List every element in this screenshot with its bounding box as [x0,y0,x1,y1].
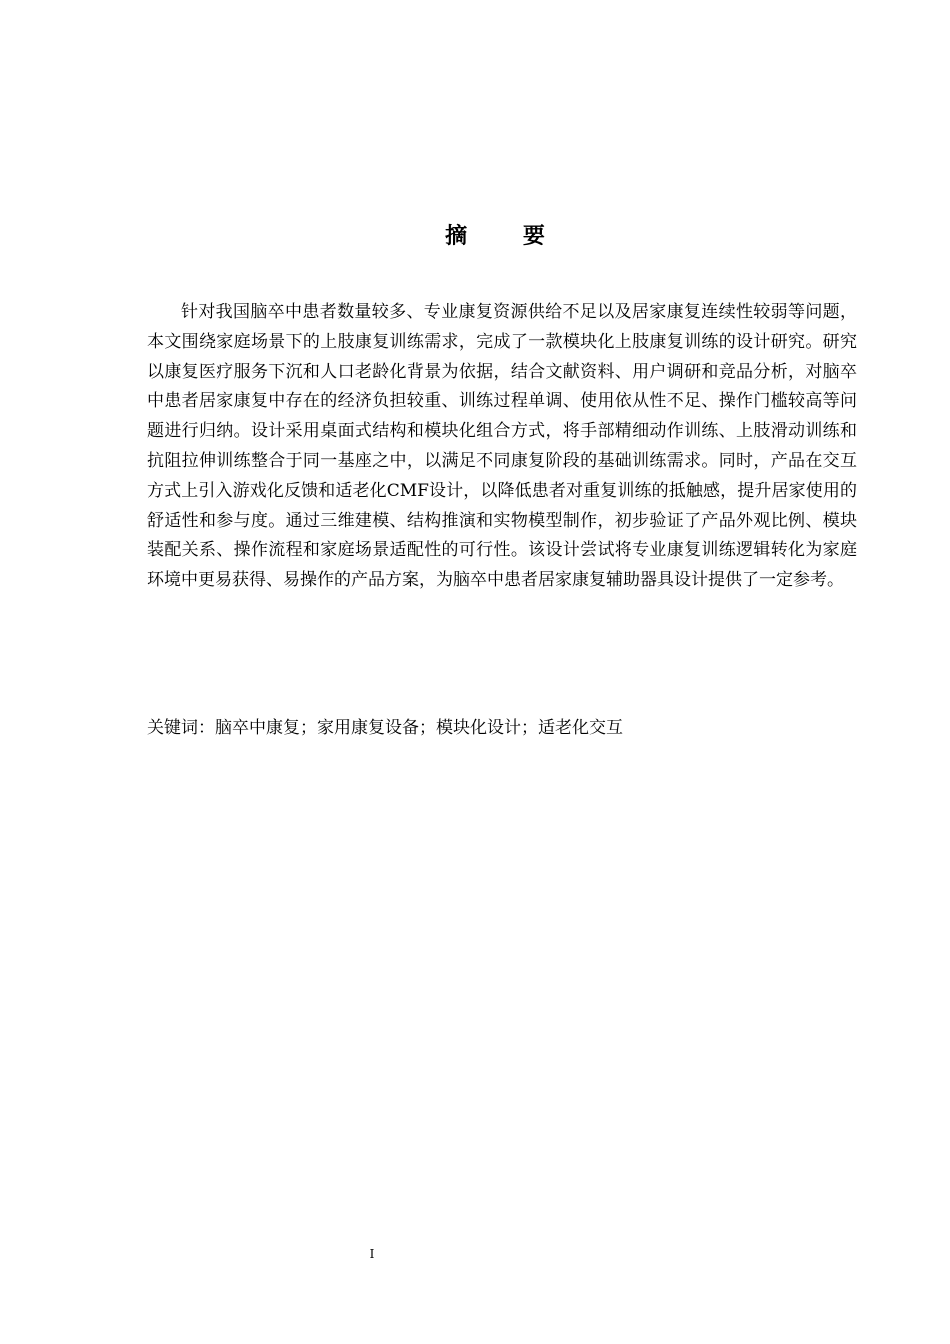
page-number: I [369,1247,375,1261]
keywords-line: 关键词：脑卒中康复；家用康复设备；模块化设计；适老化交互 [147,718,623,738]
abstract-body: 针对我国脑卒中患者数量较多、专业康复资源供给不足以及居家康复连续性较弱等问题，本文围绕家庭场景下的上肢康复训练需求，完成了一款模块化上肢康复训练的设计研究。研究以康复医疗服务下沉和人口老龄化背景为依据，结合文献资料、用户调研和竞品分析，对脑卒中患者居家康复中存在的经济负担较重、训练过程单调、使用依从性不足、操作门槛较高等问题进行归纳。设计采用桌面式结构和模块化组合方式，将手部精细动作训练、上肢滑动训练和抗阻拉伸训练整合于同一基座之中，以满足不同康复阶段的基础训练需求。同时，产品在交互方式上引入游戏化反馈和适老化CMF设计，以降低患者对重复训练的抵触感，提升居家使用的舒适性和参与度。通过三维建模、结构推演和实物模型制作，初步验证了产品外观比例、模块装配关系、操作流程和家庭场景适配性的可行性。该设计尝试将专业康复训练逻辑转化为家庭环境中更易获得、易操作的产品方案，为脑卒中患者居家康复辅助器具设计提供了一定参考。 [147,302,857,591]
abstract-title: 摘 要 [445,223,569,249]
